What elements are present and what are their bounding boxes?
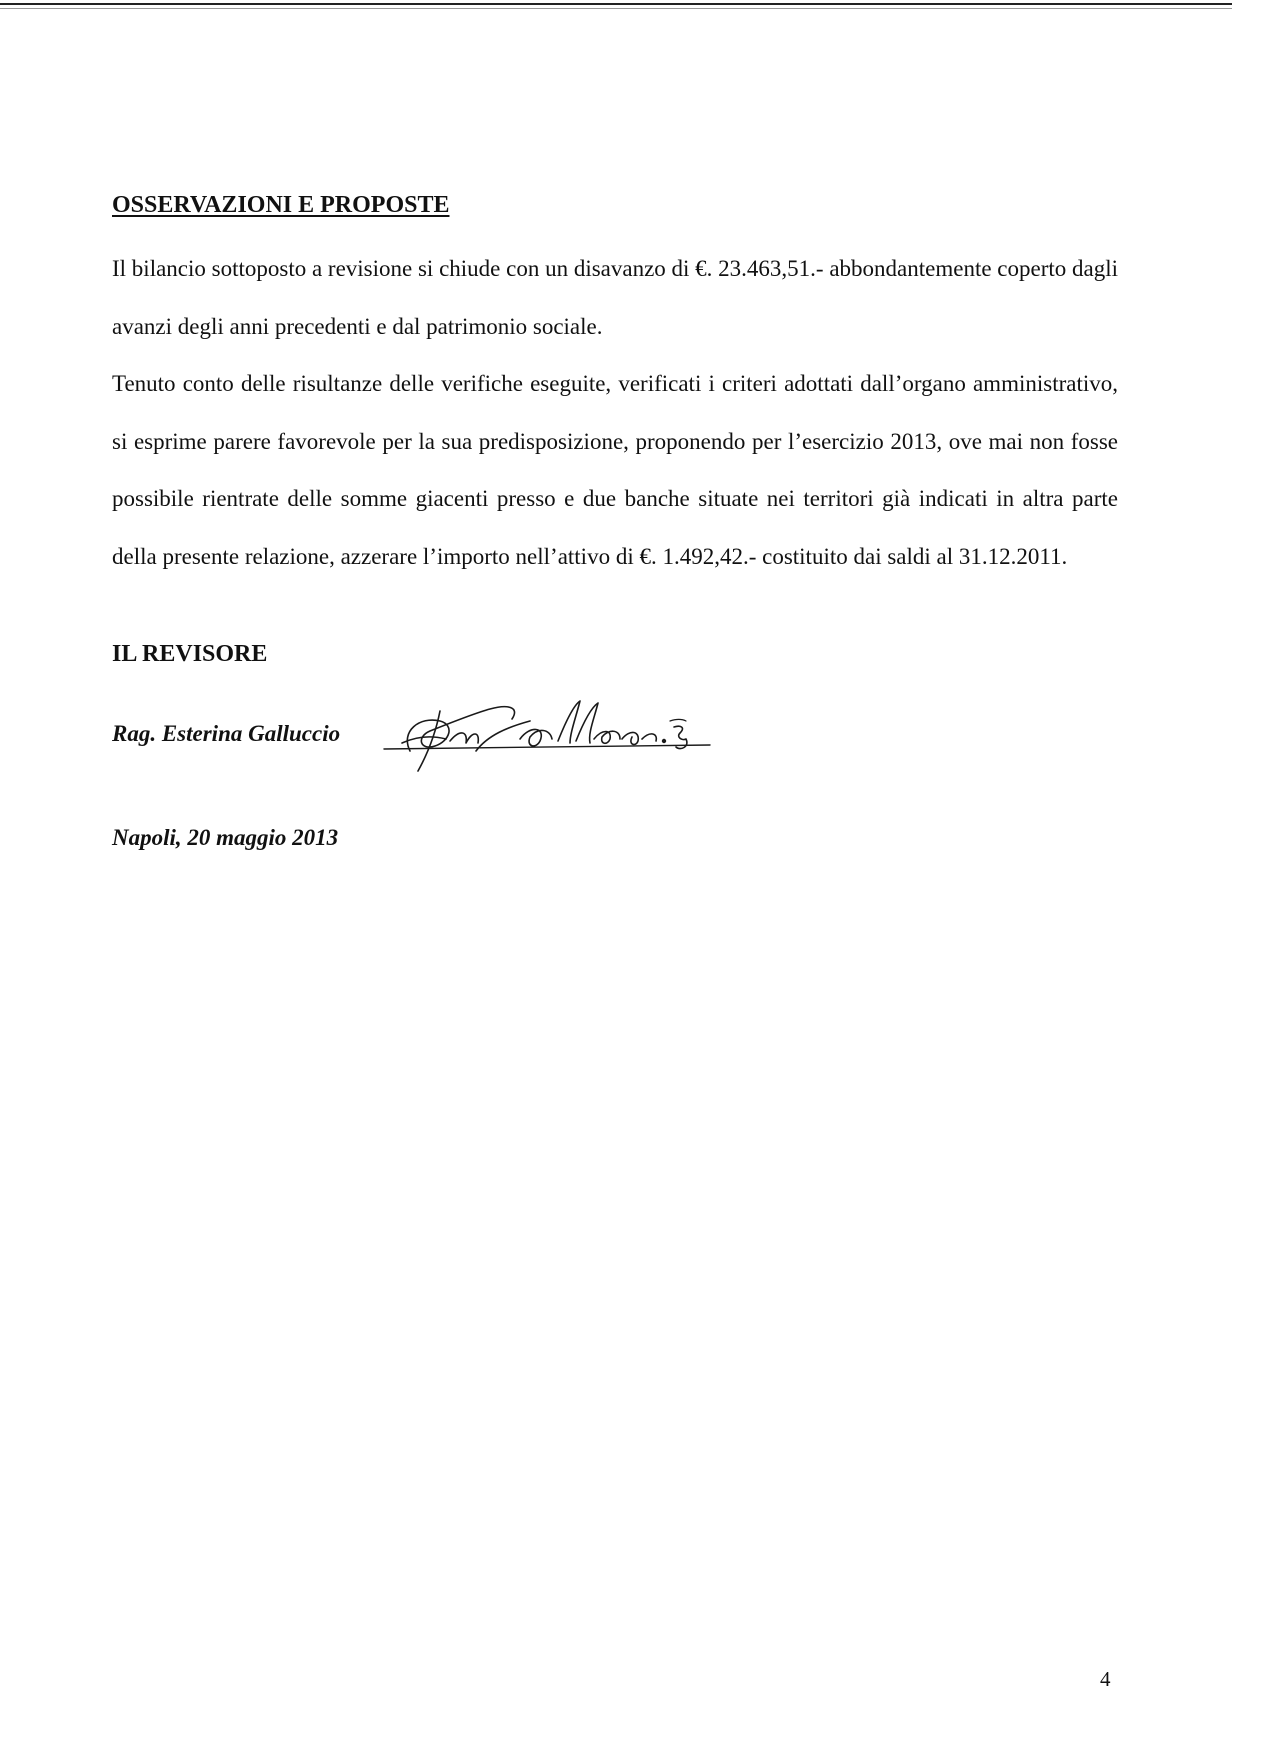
signer-row (112, 691, 1118, 781)
date-line: Napoli, 20 maggio 2013 (112, 824, 339, 850)
paragraph-1: Il bilancio sottoposto a revisione si chiude con un disavanzo di €. 23.463,51.- abbondantemente coperto dagli avanzi degli anni precedenti e dal patrimonio sociale. (112, 256, 1119, 339)
signoff-title: IL REVISORE (112, 640, 268, 667)
scan-top-edge (0, 3, 1232, 5)
signer-name: Rag. Esterina Galluccio (112, 720, 341, 746)
page-number: 4 (1100, 1667, 1111, 1691)
section-heading: OSSERVAZIONI E PROPOSTE (112, 192, 450, 218)
document-body (112, 190, 1118, 853)
handwritten-signature-icon (380, 691, 720, 783)
scan-top-edge-faint (0, 8, 1232, 9)
paragraph-2: Tenuto conto delle risultanze delle verifiche eseguite, verificati i criteri adottati dall’organo amministrativo, si esprime parere favorevole per la sua predisposizione, proponendo per l’esercizio 2013, ove mai non fosse possibile rientrate delle somme giacenti presso e due banche situate nei territori già indicati in altra parte della presente relazione, azzerare l’importo nell’attivo di €. 1.492,42.- costituito dai saldi al 31.12.2011. (112, 371, 1118, 569)
